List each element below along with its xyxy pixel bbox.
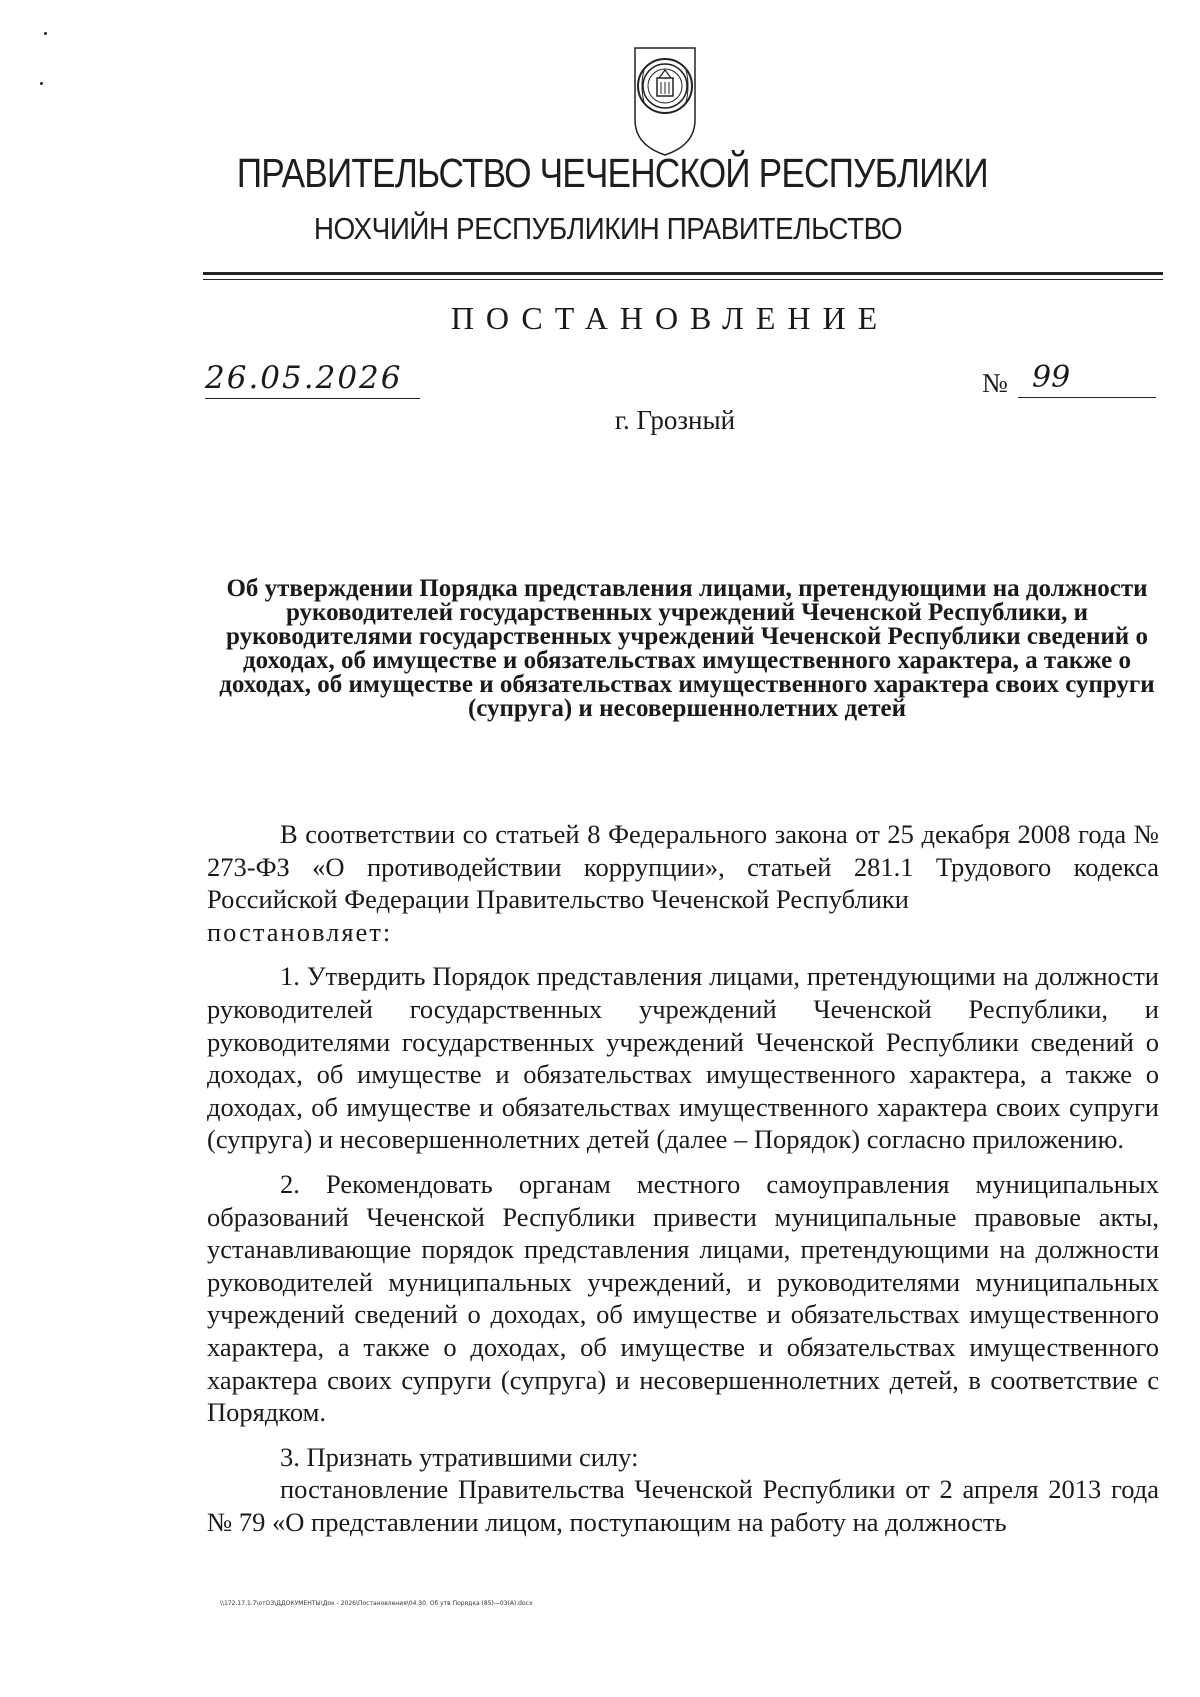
- clause-3: 3. Признать утратившими силу:: [280, 1441, 639, 1472]
- document-date: 26.05.2026: [205, 360, 420, 399]
- resolves-word: постановляет:: [207, 916, 393, 947]
- document-type: ПОСТАНОВЛЕНИЕ: [450, 300, 890, 336]
- document-number: 99: [1018, 360, 1156, 398]
- scan-artifact: [44, 32, 47, 35]
- document-title: Об утверждении Порядка представления лицами, претендующими на должности руководителей государственных учреждений Чеченской Республики, и руководителями государственных учреждений Чеченской Республики сведений о доходах, об имуществе и обязательствах имущественного характера, а также о доходах, об имуществе и обязательствах имущественного характера своих супруги (супруга) и несовершеннолетних детей: [219, 575, 1155, 722]
- coat-of-arms-icon: [630, 40, 700, 160]
- scan-artifact: [40, 82, 43, 85]
- government-name-chechen: НОХЧИЙН РЕСПУБЛИКИН ПРАВИТЕЛЬСТВО: [313, 211, 903, 246]
- government-name-russian: ПРАВИТЕЛЬСТВО ЧЕЧЕНСКОЙ РЕСПУБЛИКИ: [236, 150, 988, 196]
- file-path-footer: \\172.17.1.7\отОЗ\ДДОКУМЕНТЫ\Док - 2026\Постановления\04.30. Об утв Порядка (85)—03(А).docx: [220, 1600, 533, 1607]
- preamble: В соответствии со статьей 8 Федерального закона от 25 декабря 2008 года № 273-ФЗ «О противодействии коррупции», статьей 281.1 Трудового кодекса Российской Федерации Правительство Чеченской Республики: [207, 819, 1159, 915]
- city: г. Грозный: [614, 405, 736, 435]
- number-label: №: [982, 368, 1008, 398]
- clause-3-sub: постановление Правительства Чеченской Республики от 2 апреля 2013 года № 79 «О представлении лицом, поступающим на работу на должность: [207, 1474, 1159, 1537]
- clause-2: 2. Рекомендовать органам местного самоуправления муниципальных образований Чеченской Республики привести муниципальные правовые акты, устанавливающие порядок представления лицами, претендующими на должности руководителей муниципальных учреждений, и руководителями муниципальных учреждений сведений о доходах, об имуществе и обязательствах имущественного характера, а также о доходах, об имуществе и обязательствах имущественного характера своих супруги (супруга) и несовершеннолетних детей, в соответствие с Порядком.: [207, 1168, 1159, 1428]
- document-body: [207, 818, 1159, 1538]
- header-divider: [203, 272, 1163, 275]
- header-divider-thin: [203, 279, 1163, 280]
- clause-1: 1. Утвердить Порядок представления лицами, претендующими на должности руководителей государственных учреждений Чеченской Республики, и руководителями государственных учреждений Чеченской Республики сведений о доходах, об имуществе и обязательствах имущественного характера, а также о доходах, об имуществе и обязательствах имущественного характера своих супруги (супруга) и несовершеннолетних детей (далее – Порядок) согласно приложению.: [207, 961, 1159, 1155]
